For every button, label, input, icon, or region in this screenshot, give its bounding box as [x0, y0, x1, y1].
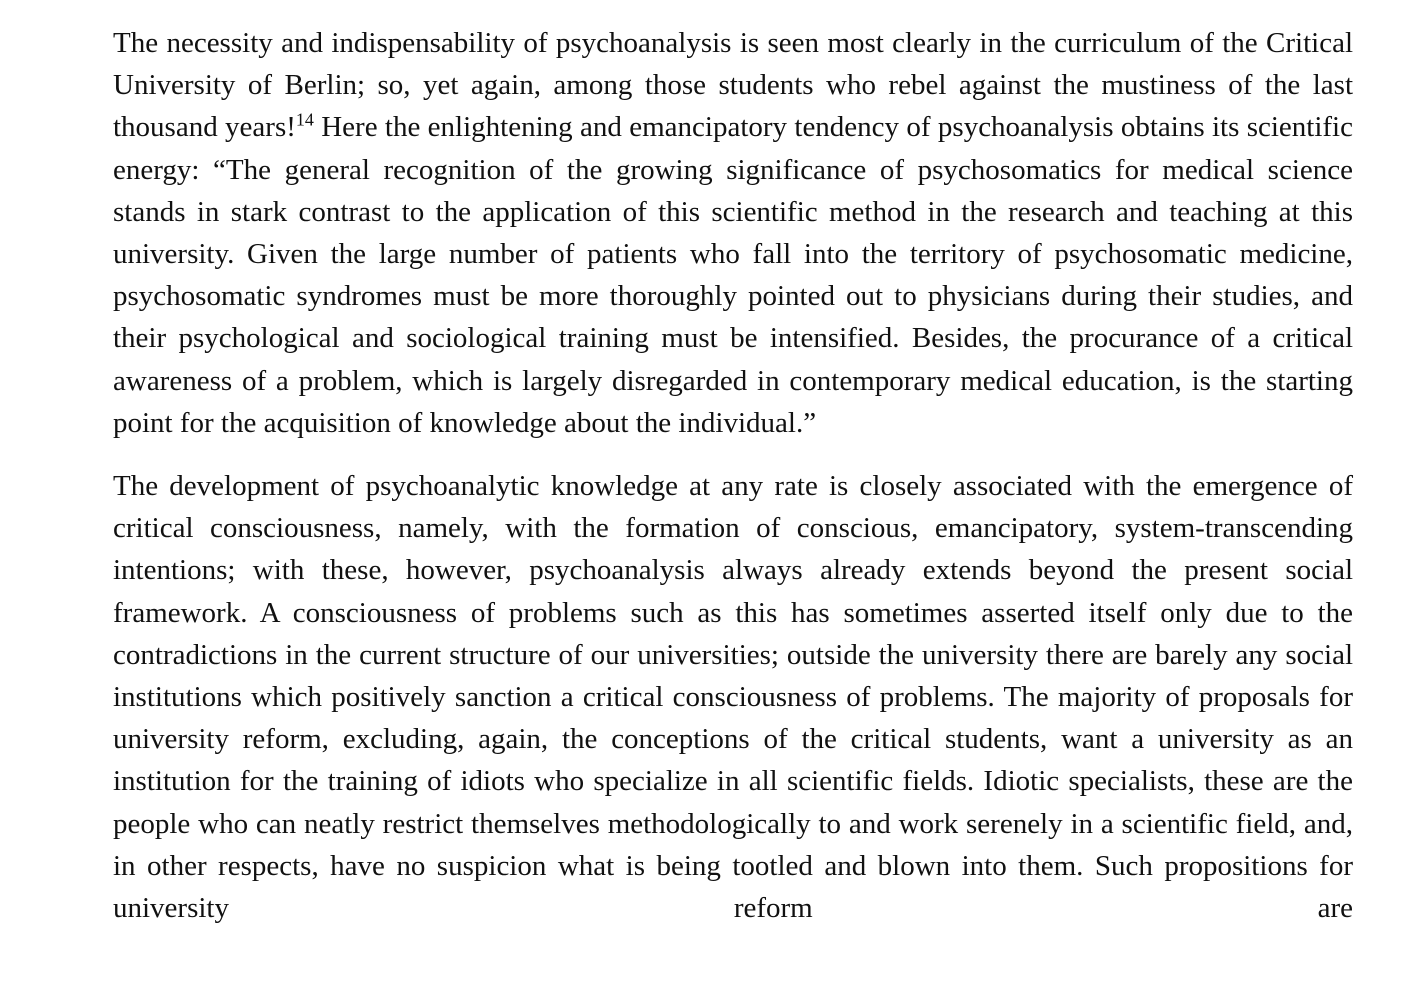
document-page: [113, 22, 1353, 929]
footnote-marker: 14: [295, 109, 314, 130]
paragraph-text-before-footnote: The necessity and indispensability of psychoanalysis is seen most clearly in the curriculum of the Critical University of Berlin; so, yet again, among those students who rebel against the mustiness of the last thousand years!: [113, 27, 1353, 144]
paragraph-text-after-footnote: Here the enlightening and emancipatory tendency of psychoanalysis obtains its scientific energy: “The general recognition of the growing significance of psychosomatics for medical science stands in stark contrast to the application of this scientific method in the research and teaching at this university. Given the large number of patients who fall into the territory of psychosomatic medicine, psychosomatic syndromes must be more thoroughly pointed out to physicians during their studies, and their psychological and sociological training must be intensified. Besides, the procurance of a critical awareness of a problem, which is largely disregarded in contemporary medical education, is the starting point for the acquisition of knowledge about the individual.”: [113, 111, 1353, 439]
paragraph-psychoanalysis-curriculum: [113, 22, 1353, 444]
paragraph-critical-consciousness: The development of psychoanalytic knowledge at any rate is closely associated with the emergence of critical consciousness, namely, with the formation of conscious, emancipatory, system-transcending intentions; with these, however, psychoanalysis always already extends beyond the present social framework. A consciousness of problems such as this has sometimes asserted itself only due to the contradictions in the current structure of our universities; outside the university there are barely any social institutions which positively sanction a critical consciousness of problems. The majority of proposals for university reform, excluding, again, the conceptions of the critical students, want a university as an institution for the training of idiots who specialize in all scientific fields. Idiotic specialists, these are the people who can neatly restrict themselves methodologically to and work serenely in a scientific field, and, in other respects, have no suspicion what is being tootled and blown into them. Such propositions for university reform are: [113, 470, 1353, 925]
